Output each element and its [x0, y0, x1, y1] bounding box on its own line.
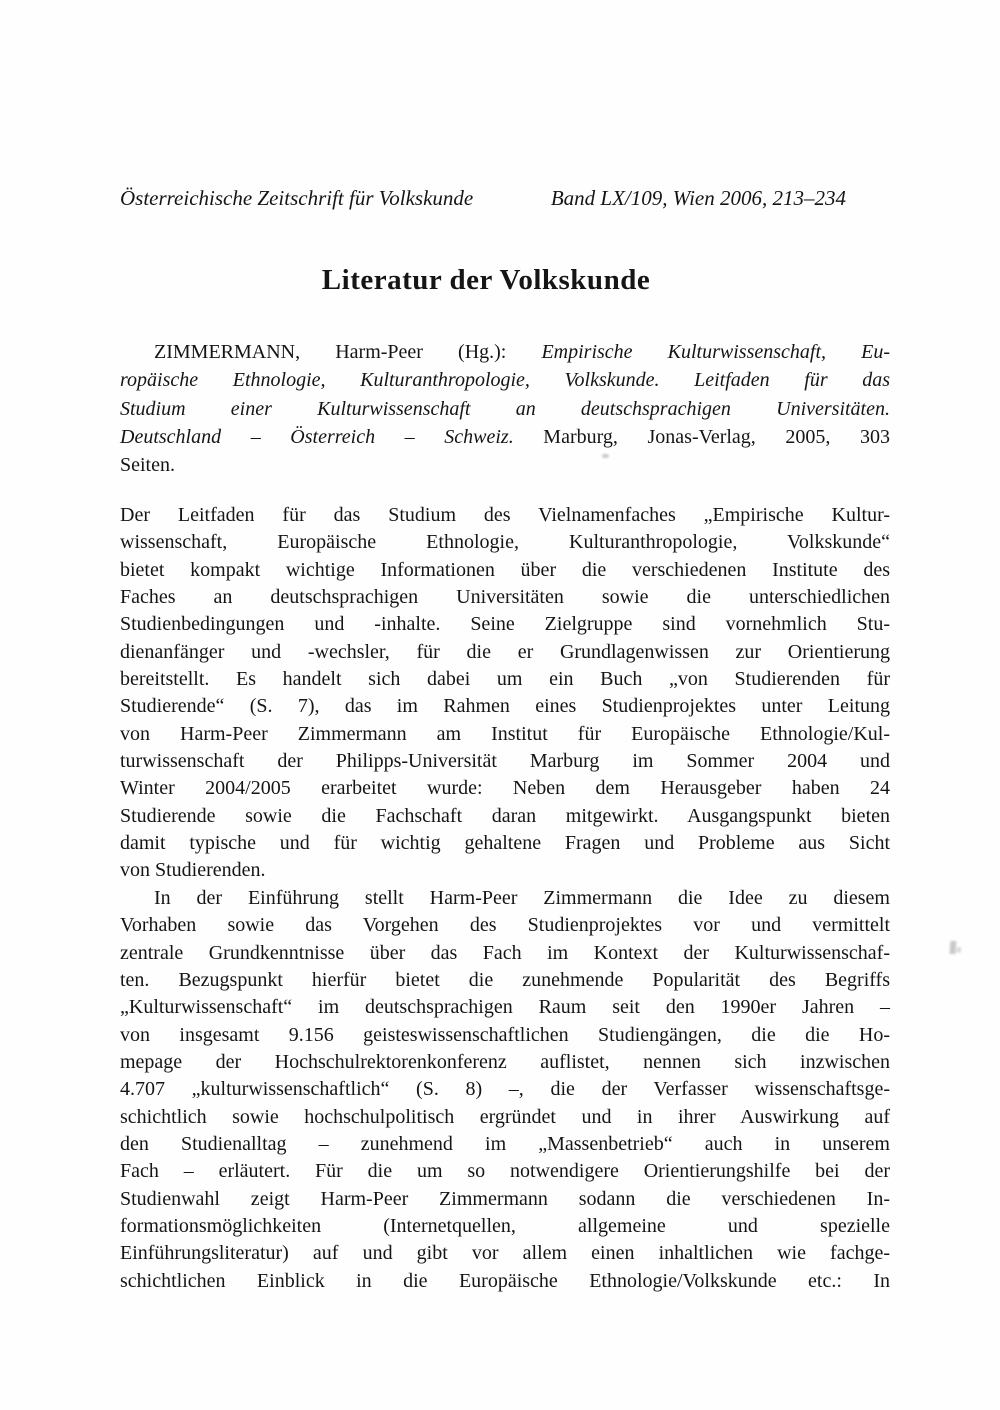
text-line: ZIMMERMANN, Harm-Peer (Hg.): Empirische Kulturwissenschaft, Eu-: [154, 341, 890, 363]
text-line: dienanfänger und -wechsler, für die er Grundlagenwissen zur Orientierung: [120, 640, 890, 663]
text-line: damit typische und für wichtig gehaltene Fragen und Probleme aus Sicht: [120, 832, 890, 855]
text-line: Studium einer Kulturwissenschaft an deutschsprachigen Universitäten.: [120, 397, 890, 420]
issue-info: Band LX/109, Wien 2006, 213–234: [550, 186, 846, 210]
text-line: zentrale Grundkenntnisse über das Fach im Kontext der Kulturwissenschaf-: [120, 941, 890, 964]
article-title-text: Literatur der Volkskunde: [321, 264, 651, 296]
text-line: Studienbedingungen und -inhalte. Seine Zielgruppe sind vornehmlich Stu-: [120, 613, 890, 636]
text-line: ten. Bezugspunkt hierfür bietet die zunehmende Popularität des Begriffs: [120, 968, 890, 991]
text-line: Studierende sowie die Fachschaft daran mitgewirkt. Ausgangspunkt bieten: [120, 804, 890, 827]
body-text: [120, 502, 890, 1295]
text-line: „Kulturwissenschaft“ im deutschsprachigen Raum seit den 1990er Jahren –: [120, 996, 890, 1019]
journal-name: Österreichische Zeitschrift für Volkskunde: [120, 186, 474, 210]
citation-paragraph: [120, 338, 890, 479]
text-line: mepage der Hochschulrektorenkonferenz auflistet, nennen sich inzwischen: [120, 1050, 890, 1073]
running-header: [120, 186, 890, 210]
paragraph: [120, 502, 890, 885]
text-line: ropäische Ethnologie, Kulturanthropologie, Volkskunde. Leitfaden für das: [120, 369, 890, 392]
text-line: den Studienalltag – zunehmend im „Massenbetrieb“ auch in unserem: [120, 1132, 890, 1155]
text-line: In der Einführung stellt Harm-Peer Zimmermann die Idee zu diesem: [154, 886, 890, 909]
text-line: Deutschland – Österreich – Schweiz. Marburg, Jonas-Verlag, 2005, 303: [120, 425, 890, 448]
text-line: 4.707 „kulturwissenschaftlich“ (S. 8) –, die der Verfasser wissenschaftsge-: [120, 1078, 890, 1101]
text-line: von insgesamt 9.156 geisteswissenschaftlichen Studiengängen, die die Ho-: [120, 1023, 890, 1046]
text-line: formationsmöglichkeiten (Internetquellen, allgemeine und spezielle: [120, 1214, 890, 1237]
text-line: von Harm-Peer Zimmermann am Institut für Europäische Ethnologie/Kul-: [120, 722, 890, 745]
text-line: Studierende“ (S. 7), das im Rahmen eines Studienprojektes unter Leitung: [120, 695, 890, 718]
article-title: [120, 262, 890, 298]
text-line: schichtlichen Einblick in die Europäische Ethnologie/Volkskunde etc.: In: [120, 1269, 890, 1292]
text-line: wissenschaft, Europäische Ethnologie, Kulturanthropologie, Volkskunde“: [120, 531, 890, 554]
text-line: Faches an deutschsprachigen Universitäten sowie die unterschiedlichen: [120, 586, 890, 609]
text-line: Fach – erläutert. Für die um so notwendigere Orientierungshilfe bei der: [120, 1160, 890, 1183]
text-line: von Studierenden.: [120, 859, 266, 882]
text-line: Der Leitfaden für das Studium des Vielnamenfaches „Empirische Kultur-: [120, 504, 890, 526]
text-line: Winter 2004/2005 erarbeitet wurde: Neben dem Herausgeber haben 24: [120, 777, 890, 800]
text-line: Seiten.: [120, 454, 175, 477]
text-line: bereitstellt. Es handelt sich dabei um ein Buch „von Studierenden für: [120, 668, 890, 691]
text-line: turwissenschaft der Philipps-Universität Marburg im Sommer 2004 und: [120, 750, 890, 773]
text-line: Einführungsliteratur) auf und gibt vor allem einen inhaltlichen wie fachge-: [120, 1242, 890, 1265]
text-line: Vorhaben sowie das Vorgehen des Studienprojektes vor und vermittelt: [120, 914, 890, 937]
text-line: schichtlich sowie hochschulpolitisch ergründet und in ihrer Auswirkung auf: [120, 1105, 890, 1128]
text-line: bietet kompakt wichtige Informationen über die verschiedenen Institute des: [120, 558, 890, 581]
text-line: Studienwahl zeigt Harm-Peer Zimmermann sodann die verschiedenen In-: [120, 1187, 890, 1210]
scan-artifact: [950, 941, 957, 954]
paragraph: [120, 885, 890, 1295]
